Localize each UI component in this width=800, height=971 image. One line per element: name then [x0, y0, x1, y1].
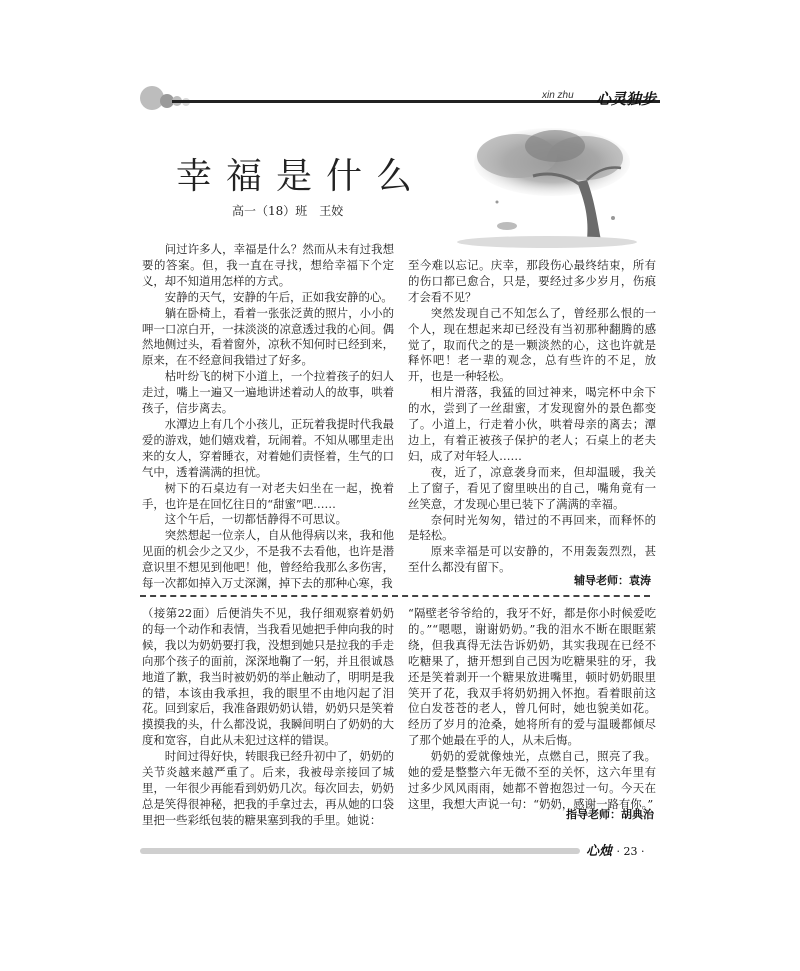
paragraph: 突然发现自己不知怎么了，曾经那么恨的一个人，现在想起来却已经没有当初那种翻腾的感觉了，取而代之的是一颗淡然的心，这也许就是释怀吧！老一辈的观念，总有些许的不足，放开，也是一种轻松。 — [408, 305, 656, 384]
footer-bar — [140, 848, 580, 854]
page-number: · 23 · — [616, 845, 645, 858]
article2-right-column — [408, 606, 656, 813]
section-pinyin: xin zhu — [542, 90, 574, 101]
paragraph: 问过许多人，幸福是什么？然而从未有过我想要的答案。但，我一直在寻找，想给幸福下个定义，却不知道用怎样的方式。 — [142, 242, 394, 288]
paragraph: 安静的天气，安静的午后，正如我安静的心。 — [164, 289, 393, 304]
paragraph: （接第22面）后便消失不见，我仔细观察着奶奶的每一个动作和表情，当我看见她把手伸向我的时候，我以为奶奶要打我，没想到她只是拉我的手走向那个孩子的面前，深深地鞠了一躬，并且很诚恳地道了歉，我当时被奶奶的举止触动了，明明是我的错，本该由我承担，我的眼里不由地闪起了泪花。回到家后，我准备跟奶奶认错，奶奶只是笑着摸摸我的头，什么都没说，我瞬间明白了奶奶的大度和宽容，自此从未犯过这样的错误。 — [142, 606, 394, 748]
paragraph: 时间过得好快，转眼我已经升初中了，奶奶的关节炎越来越严重了。后来，我被母亲接回了城里，一年很少再能看到奶奶几次。每次回去，奶奶总是笑得很神秘，把我的手拿过去，再从她的口袋里把一些彩纸包装的糖果塞到我的手里。她说： — [142, 749, 394, 827]
paragraph: 突然想起一位亲人，自从他得病以来，我和他见面的机会少之又少，不是我不去看他，也许是潜意识里不想见到他吧！他，曾经给我那么多伤害，每一次都如掉入万丈深渊，掉下去的那种心寒，我 — [142, 528, 394, 591]
paragraph: 至今难以忘记。庆幸，那段伤心最终结束，所有的伤口都已愈合，只是，要经过多少岁月，伤痕才会看不见？ — [408, 258, 656, 304]
paragraph: 躺在卧椅上，看着一张张泛黄的照片，小小的呷一口凉白开，一抹淡淡的凉意透过我的心间。偶然地侧过头，看着窗外，凉秋不知何时已经到来，原来，在不经意间我错过了好多。 — [142, 305, 394, 368]
paragraph: 奶奶的爱就像烛光，点燃自己，照亮了我。她的爱是整整六年无微不至的关怀，这六年里有过多少风风雨雨，她都不曾抱怨过一句。今天在这里，我想大声说一句：“奶奶，感谢一路有你。” — [408, 749, 656, 811]
paragraph: 树下的石桌边有一对老夫妇坐在一起，挽着手，也许是在回忆往日的“甜蜜”吧…… — [142, 480, 394, 511]
footer-magazine-page — [586, 840, 645, 859]
article1-left-column — [142, 242, 394, 592]
paragraph: “隔壁老爷爷给的，我牙不好，都是你小时候爱吃的。”“嗯嗯，谢谢奶奶。”我的泪水不断在眼眶萦绕，但我真得无法告诉奶奶，其实我现在已经不吃糖果了，搪开想到自己因为吃糖果驻的牙，我还是笑着剥开一个糖果放进嘴里，顿时奶奶眼里笑开了花，我双手将奶奶拥入怀抱。看着眼前这位白发苍苍的老人，曾几何时，她也貌美如花。经历了岁月的沧桑，她将所有的爱与温暖都倾尽了那个她最在乎的人，从未后悔。 — [408, 606, 656, 748]
paragraph: 奈何时光匆匆，错过的不再回来，而释怀的是轻松。 — [408, 512, 656, 543]
tree-illustration — [437, 122, 637, 250]
section-divider — [140, 595, 650, 597]
section-title: 心灵独步 — [596, 90, 657, 108]
paragraph: 水潭边上有几个小孩儿，正玩着我提时代我最爱的游戏，她们嬉戏着，玩闹着。不知从哪里走出来的女人，穿着睡衣，对着她们责怪着，生气的口气中，透着满满的担忧。 — [142, 416, 394, 479]
paragraph: 枯叶纷飞的树下小道上，一个拉着孩子的妇人走过，嘴上一遍又一遍地讲述着动人的故事，哄着孩子，信步离去。 — [142, 369, 394, 416]
article-byline: 高一（18）班 王姣 — [232, 204, 344, 218]
magazine-name: 心烛 — [586, 844, 613, 859]
paragraph: 这个午后，一切都恬静得不可思议。 — [164, 512, 348, 527]
article2-left-column — [142, 606, 394, 829]
paragraph: 相片滑落，我猛的回过神来，喝完杯中余下的水，尝到了一丝甜蜜，才发现窗外的景色都变了。小道上，行走着小伙，哄着母亲的离去；潭边上，有着正被孩子保护的老人；石桌上的老夫妇，成了对年轻人…… — [408, 385, 656, 463]
article-title: 幸福是什么 — [176, 156, 427, 197]
article1-advisor: 辅导老师：袁涛 — [574, 574, 651, 587]
paragraph: 夜，近了，凉意袭身而来，但却温暖，我关上了窗子，看见了窗里映出的自己，嘴角竟有一丝笑意，才发现心里已装下了满满的幸福。 — [408, 464, 656, 511]
paragraph: 原来幸福是可以安静的，不用轰轰烈烈，甚至什么都没有留下。 — [408, 544, 656, 575]
article1-right-column — [408, 258, 656, 576]
header-rule — [172, 100, 660, 103]
article2-advisor: 指导老师：胡典治 — [566, 808, 654, 821]
